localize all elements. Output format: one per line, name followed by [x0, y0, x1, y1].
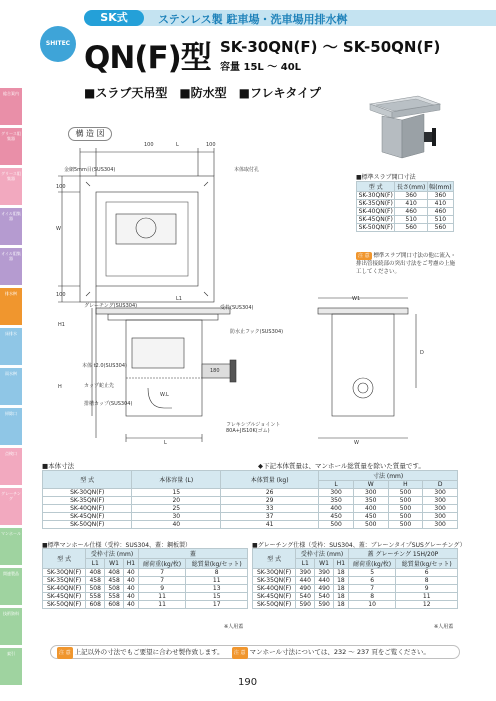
table-cell: 500 [388, 521, 423, 529]
table-row [43, 593, 248, 601]
table-subheader: 耐荷重(kg/枚) [348, 559, 396, 569]
grating-unit: ※人用蓋 [434, 624, 454, 630]
manhole-table [42, 548, 248, 609]
table-header: 本体質量 (kg) [221, 471, 319, 489]
table-subheader: H1 [123, 559, 138, 569]
side-tab[interactable]: 雨水桝 [0, 368, 22, 406]
table-header: 本体容量 (L) [132, 471, 221, 489]
slab-note [356, 252, 460, 276]
dim-side-top: 100 [56, 184, 66, 190]
label-hook: 防水止フック(SUS304) [230, 329, 284, 335]
manhole-unit: ※人用蓋 [224, 624, 244, 630]
dim-side-mid: W [56, 226, 61, 232]
footnote-text-2: マンホール寸法については、232 ～ 237 頁をご覧ください。 [249, 648, 430, 656]
table-cell: 40 [132, 521, 221, 529]
table-cell: 29 [221, 497, 319, 505]
table-cell: 300 [353, 489, 388, 497]
table-cell: 11 [138, 601, 186, 609]
table-cell: 6 [396, 569, 458, 577]
table-cell: 15 [132, 489, 221, 497]
side-tab[interactable]: 掃除口 [0, 408, 22, 446]
table-cell: 11 [396, 593, 458, 601]
table-header: 受枠寸法 (mm) [86, 549, 139, 559]
label-seal: 金網5mm目(SUS304) [64, 167, 116, 173]
footnote [50, 645, 460, 659]
table-cell: SK-30QN(F) [43, 569, 86, 577]
table-cell: 300 [423, 521, 458, 529]
label-frame: 受枠(SUS304) [220, 305, 254, 311]
table-cell: 6 [348, 577, 396, 585]
table-cell: 410 [427, 200, 453, 208]
table-cell: 408 [86, 569, 105, 577]
table-cell: 15 [186, 593, 248, 601]
table-cell: 440 [315, 577, 334, 585]
table-row [253, 585, 458, 593]
dim-top-mid: L [176, 142, 179, 148]
table-cell: SK-40QN(F) [43, 585, 86, 593]
table-cell: 590 [315, 601, 334, 609]
table-cell: 8 [186, 569, 248, 577]
dim-180: 180 [210, 368, 220, 374]
table-cell: 13 [186, 585, 248, 593]
side-tab[interactable]: マンホール [0, 528, 22, 566]
structure-label: 構 造 図 [68, 127, 112, 141]
table-cell: 560 [395, 224, 427, 232]
grating-table [252, 548, 458, 609]
dim-d: D [420, 350, 424, 356]
table-cell: 510 [395, 216, 427, 224]
table-cell: 500 [388, 505, 423, 513]
dim-l-bottom: L [164, 440, 167, 446]
table-subheader: 総質量(kg/セット) [396, 559, 458, 569]
table-cell: 9 [138, 585, 186, 593]
table-cell: 590 [296, 601, 315, 609]
side-tab[interactable]: 関連製品 [0, 568, 22, 606]
product-subtitle: ステンレス製 駐車場・洗車場用排水桝 [158, 13, 348, 26]
label-anchor: 本体取付孔 [234, 167, 260, 173]
side-tab[interactable]: 技術資料 [0, 608, 22, 646]
table-header: 型 式 [253, 549, 296, 569]
table-cell: 40 [123, 601, 138, 609]
table-cell: 37 [221, 513, 319, 521]
footnote-text-1: 上記以外の寸法でもご要望に合わせ製作致します。 [74, 648, 224, 656]
table-header: 幅(mm) [427, 182, 453, 192]
table-cell: 12 [396, 601, 458, 609]
table-cell: 40 [123, 593, 138, 601]
table-subheader: D [423, 481, 458, 489]
table-row [43, 521, 458, 529]
table-cell: 608 [105, 601, 124, 609]
table-cell: 300 [423, 505, 458, 513]
table-cell: 11 [138, 593, 186, 601]
table-header: 蓋 [138, 549, 247, 559]
table-cell: 500 [388, 489, 423, 497]
dim-l1: L1 [176, 296, 182, 302]
table-cell: SK-30QN(F) [43, 489, 132, 497]
table-cell: 40 [123, 585, 138, 593]
table-cell: 11 [186, 577, 248, 585]
table-cell: 17 [186, 601, 248, 609]
dim-w1: W1 [352, 296, 361, 302]
footnote-tag-1: 注 意 [57, 647, 73, 659]
table-cell: 490 [315, 585, 334, 593]
table-cell: 25 [132, 505, 221, 513]
table-cell: 7 [138, 569, 186, 577]
table-row [43, 513, 458, 521]
table-row [357, 216, 454, 224]
table-subheader: H [388, 481, 423, 489]
table-cell: 390 [315, 569, 334, 577]
table-subheader: L [319, 481, 354, 489]
label-body: 本体 t2.0(SUS304) [82, 363, 127, 369]
table-header: 型 式 [43, 471, 132, 489]
table-cell: 560 [427, 224, 453, 232]
table-cell: SK-35QN(F) [253, 577, 296, 585]
slab-title: ■標準スラブ開口寸法 [356, 174, 416, 181]
table-header: 蓋 グレーチング 15H/20P [348, 549, 457, 559]
label-trap: カップ蛇止先 [84, 383, 114, 389]
table-cell: 400 [319, 505, 354, 513]
table-row [357, 208, 454, 216]
table-cell: SK-50QN(F) [43, 521, 132, 529]
table-subheader: W [353, 481, 388, 489]
dim-wl: W.L [160, 392, 169, 398]
dim-h: H [58, 384, 62, 390]
table-cell: SK-45QN(F) [253, 593, 296, 601]
table-cell: 410 [395, 200, 427, 208]
table-cell: 26 [221, 489, 319, 497]
table-row [43, 505, 458, 513]
table-header: 型 式 [357, 182, 395, 192]
table-cell: 400 [353, 505, 388, 513]
table-cell: 300 [423, 489, 458, 497]
table-cell: SK-50QN(F) [43, 601, 86, 609]
side-tab[interactable]: オイル阻集器 [0, 248, 22, 286]
side-tab[interactable]: グレーチング [0, 488, 22, 526]
table-cell: 300 [319, 489, 354, 497]
table-cell: 490 [296, 585, 315, 593]
table-cell: 500 [353, 521, 388, 529]
dim-top-right: 100 [206, 142, 216, 148]
table-header: 長さ(mm) [395, 182, 427, 192]
table-cell: 18 [333, 601, 348, 609]
side-tab[interactable]: 排水桝 [0, 288, 22, 326]
table-cell: SK-35QN(F) [43, 497, 132, 505]
slab-note-text: 標準スラブ開口寸法の他に流入・排出管接続部の突出寸法をご考慮の上施工してください。 [356, 253, 456, 275]
table-cell: 300 [423, 497, 458, 505]
table-subheader: L1 [86, 559, 105, 569]
table-row [43, 569, 248, 577]
table-cell: 7 [138, 577, 186, 585]
table-cell: 360 [395, 192, 427, 200]
table-cell: 510 [427, 216, 453, 224]
slab-table [356, 181, 454, 232]
table-subheader: W1 [315, 559, 334, 569]
table-cell: 20 [132, 497, 221, 505]
table-cell: 300 [423, 513, 458, 521]
table-subheader: H1 [333, 559, 348, 569]
table-cell: SK-40QN(F) [253, 585, 296, 593]
table-row [253, 569, 458, 577]
table-cell: SK-40QN(F) [357, 208, 395, 216]
table-cell: 508 [86, 585, 105, 593]
manhole-table-title: ■標準マンホール仕様（受枠：SUS304、蓋：鋼板製） [42, 542, 192, 549]
table-header: 寸法 (mm) [319, 471, 458, 481]
table-cell: 360 [427, 192, 453, 200]
model-range: SK-30QN(F) ～ SK-50QN(F) [220, 38, 441, 56]
side-index [0, 88, 22, 701]
side-tab[interactable]: グリース阻集器 [0, 168, 22, 206]
table-row [357, 200, 454, 208]
table-subheader: W1 [105, 559, 124, 569]
table-row [43, 489, 458, 497]
table-cell: 540 [296, 593, 315, 601]
table-row [253, 577, 458, 585]
table-cell: 408 [105, 569, 124, 577]
body-table-title: ■本体寸法 [42, 462, 75, 470]
side-tab[interactable]: グリース阻集器 [0, 128, 22, 166]
dim-w-bottom: W [354, 440, 359, 446]
table-cell: 500 [388, 513, 423, 521]
table-row [43, 577, 248, 585]
table-cell: SK-40QN(F) [43, 505, 132, 513]
label-grating: グレーチング(SUS304) [84, 303, 138, 309]
grating-table-title: ■グレーチング仕様（受枠：SUS304、蓋：ブレーンタイプSUSグレーチング） [252, 542, 466, 549]
label-cup: 排槽カップ(SUS304) [84, 401, 133, 407]
table-cell: 9 [396, 585, 458, 593]
table-row [357, 192, 454, 200]
table-cell: SK-50QN(F) [357, 224, 395, 232]
table-cell: 608 [86, 601, 105, 609]
table-cell: 458 [105, 577, 124, 585]
table-cell: 40 [123, 569, 138, 577]
table-cell: SK-45QN(F) [43, 593, 86, 601]
table-cell: 30 [132, 513, 221, 521]
table-cell: SK-30QN(F) [253, 569, 296, 577]
table-cell: 18 [333, 577, 348, 585]
side-tab[interactable]: 点検口 [0, 448, 22, 486]
table-cell: 450 [353, 513, 388, 521]
table-cell: SK-35QN(F) [43, 577, 86, 585]
table-cell: 500 [319, 521, 354, 529]
table-cell: 508 [105, 585, 124, 593]
table-cell: 350 [353, 497, 388, 505]
table-subheader: 耐荷重(kg/枚) [138, 559, 186, 569]
table-cell: 460 [395, 208, 427, 216]
side-tab[interactable]: 索引 [0, 648, 22, 686]
capacity-range: 容量 15L ～ 40L [220, 62, 302, 73]
table-cell: 18 [333, 593, 348, 601]
table-row [43, 497, 458, 505]
table-cell: SK-30QN(F) [357, 192, 395, 200]
table-cell: SK-50QN(F) [253, 601, 296, 609]
table-cell: 5 [348, 569, 396, 577]
label-flex: フレキシブルジョイント 80A+JIS10K(ゴム) [226, 422, 281, 434]
side-tab[interactable]: オイル阻集器 [0, 208, 22, 246]
table-cell: 18 [333, 569, 348, 577]
footnote-tag-2: 注 意 [232, 647, 248, 659]
body-table [42, 470, 458, 529]
dim-top-left: 100 [144, 142, 154, 148]
table-header: 型 式 [43, 549, 86, 569]
table-cell: SK-45QN(F) [43, 513, 132, 521]
table-cell: 450 [319, 513, 354, 521]
table-row [253, 593, 458, 601]
page-number: 190 [238, 677, 258, 688]
table-cell: 10 [348, 601, 396, 609]
table-subheader: L1 [296, 559, 315, 569]
table-cell: SK-45QN(F) [357, 216, 395, 224]
table-cell: 558 [86, 593, 105, 601]
body-table-note: ◆下記本体質量は、マンホール総質量を除いた質量です。 [258, 462, 425, 470]
model-title: QN(F)型 [84, 40, 211, 76]
table-row [43, 601, 248, 609]
table-cell: 558 [105, 593, 124, 601]
table-cell: 33 [221, 505, 319, 513]
table-row [357, 224, 454, 232]
dim-h1: H1 [58, 322, 65, 328]
table-cell: 458 [86, 577, 105, 585]
table-cell: 7 [348, 585, 396, 593]
table-cell: 40 [123, 577, 138, 585]
side-tab[interactable]: 床排水 [0, 328, 22, 366]
table-cell: 540 [315, 593, 334, 601]
page-header [40, 10, 496, 94]
table-cell: 440 [296, 577, 315, 585]
table-header: 受枠寸法 (mm) [296, 549, 349, 559]
slab-note-tag: 注 意 [358, 253, 370, 259]
table-cell: 8 [396, 577, 458, 585]
table-cell: 460 [427, 208, 453, 216]
table-cell: 500 [388, 497, 423, 505]
table-cell: 41 [221, 521, 319, 529]
company-logo: SHITEC [40, 26, 76, 62]
table-cell: 350 [319, 497, 354, 505]
table-cell: 18 [333, 585, 348, 593]
table-cell: 390 [296, 569, 315, 577]
table-cell: 8 [348, 593, 396, 601]
dim-side-bot: 100 [56, 292, 66, 298]
table-row [253, 601, 458, 609]
table-cell: SK-35QN(F) [357, 200, 395, 208]
table-row [43, 585, 248, 593]
side-tab[interactable]: 総合案内 [0, 88, 22, 126]
series-badge: SK式 [84, 10, 144, 26]
feature-list: ■スラブ天吊型 ■防水型 ■フレキタイプ [84, 86, 321, 100]
table-subheader: 総質量(kg/セット) [186, 559, 248, 569]
